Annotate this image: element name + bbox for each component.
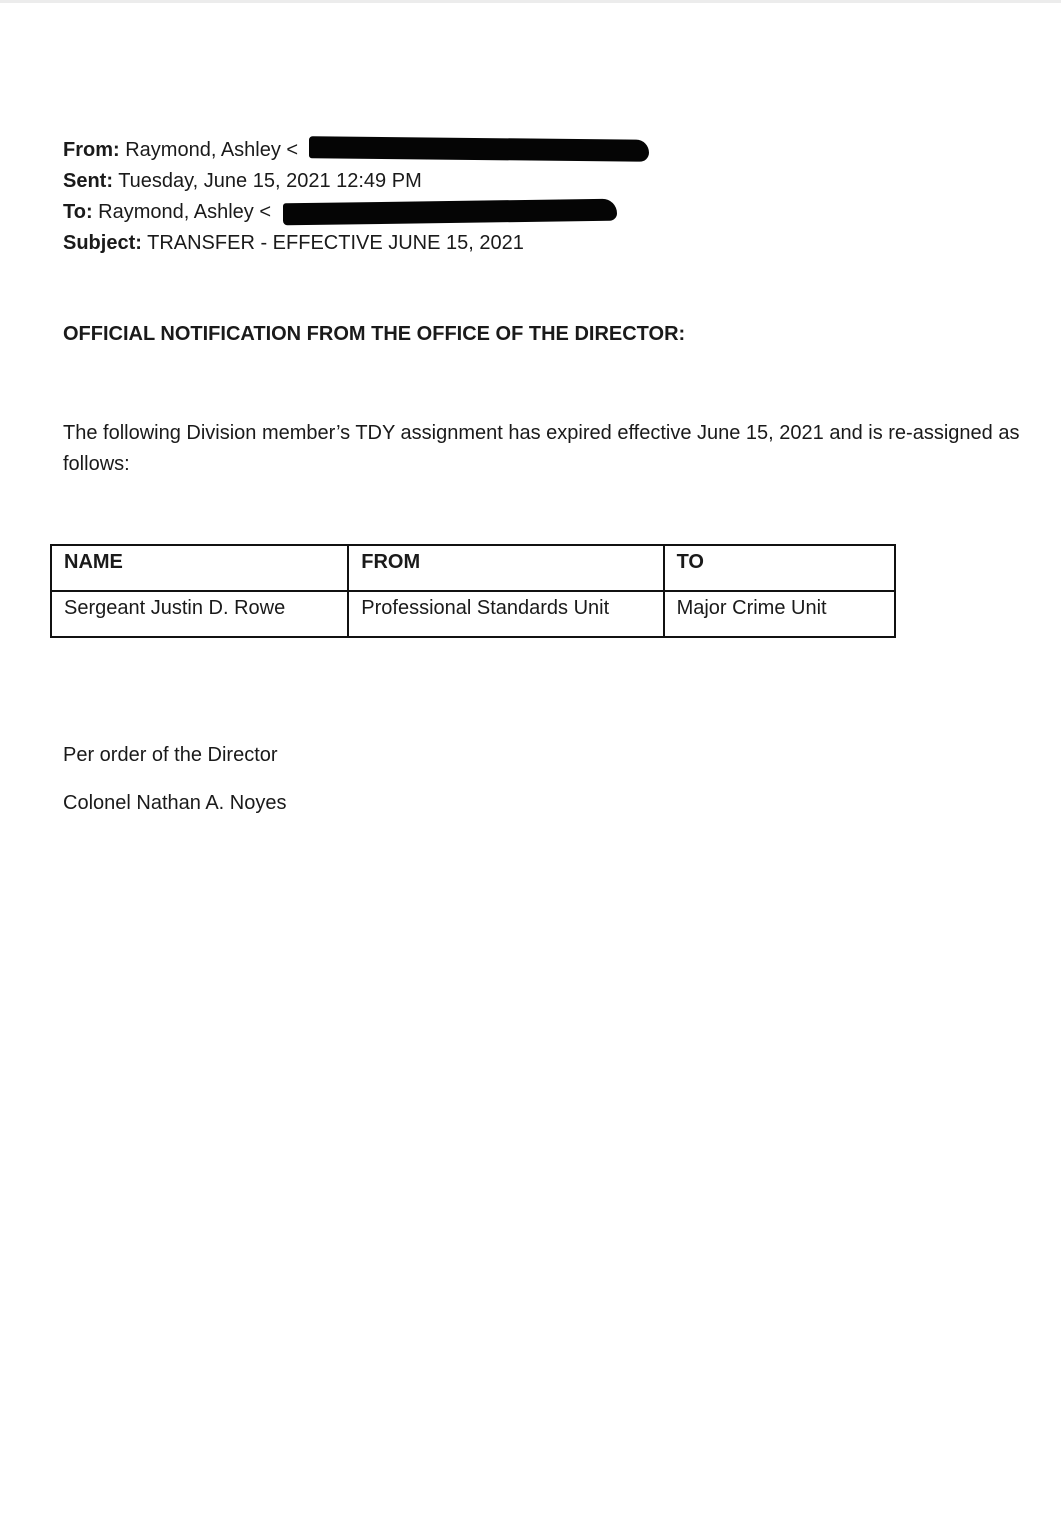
subject-value: TRANSFER - EFFECTIVE JUNE 15, 2021	[147, 232, 524, 254]
table-header-row	[51, 545, 895, 591]
cell-to: Major Crime Unit	[664, 591, 895, 637]
to-value: Raymond, Ashley <	[98, 201, 272, 223]
redaction-mark-to	[283, 199, 617, 226]
notice-body: The following Division member’s TDY assignment has expired effective June 15, 2021 and is re-assigned as follows:	[63, 422, 1020, 475]
header-name: NAME	[51, 545, 348, 591]
from-label: From:	[63, 139, 120, 161]
redaction-mark-from	[309, 136, 649, 162]
to-label: To:	[63, 201, 93, 223]
cell-from: Professional Standards Unit	[348, 591, 663, 637]
header-to: TO	[664, 545, 895, 591]
table-row	[51, 591, 895, 637]
from-line	[63, 135, 524, 166]
subject-line	[63, 228, 524, 259]
to-line	[63, 197, 524, 228]
sent-value: Tuesday, June 15, 2021 12:49 PM	[118, 170, 422, 192]
signature-order-line: Per order of the Director	[63, 744, 278, 766]
page-top-edge	[0, 0, 1061, 3]
notice-title: OFFICIAL NOTIFICATION FROM THE OFFICE OF THE DIRECTOR:	[63, 323, 686, 345]
sent-label: Sent:	[63, 170, 113, 192]
sent-line	[63, 166, 524, 197]
email-header	[63, 135, 524, 259]
cell-name: Sergeant Justin D. Rowe	[51, 591, 348, 637]
header-from: FROM	[348, 545, 663, 591]
signature-name-line: Colonel Nathan A. Noyes	[63, 792, 287, 814]
from-value: Raymond, Ashley <	[125, 139, 299, 161]
subject-label: Subject:	[63, 232, 142, 254]
transfer-table	[50, 544, 896, 638]
